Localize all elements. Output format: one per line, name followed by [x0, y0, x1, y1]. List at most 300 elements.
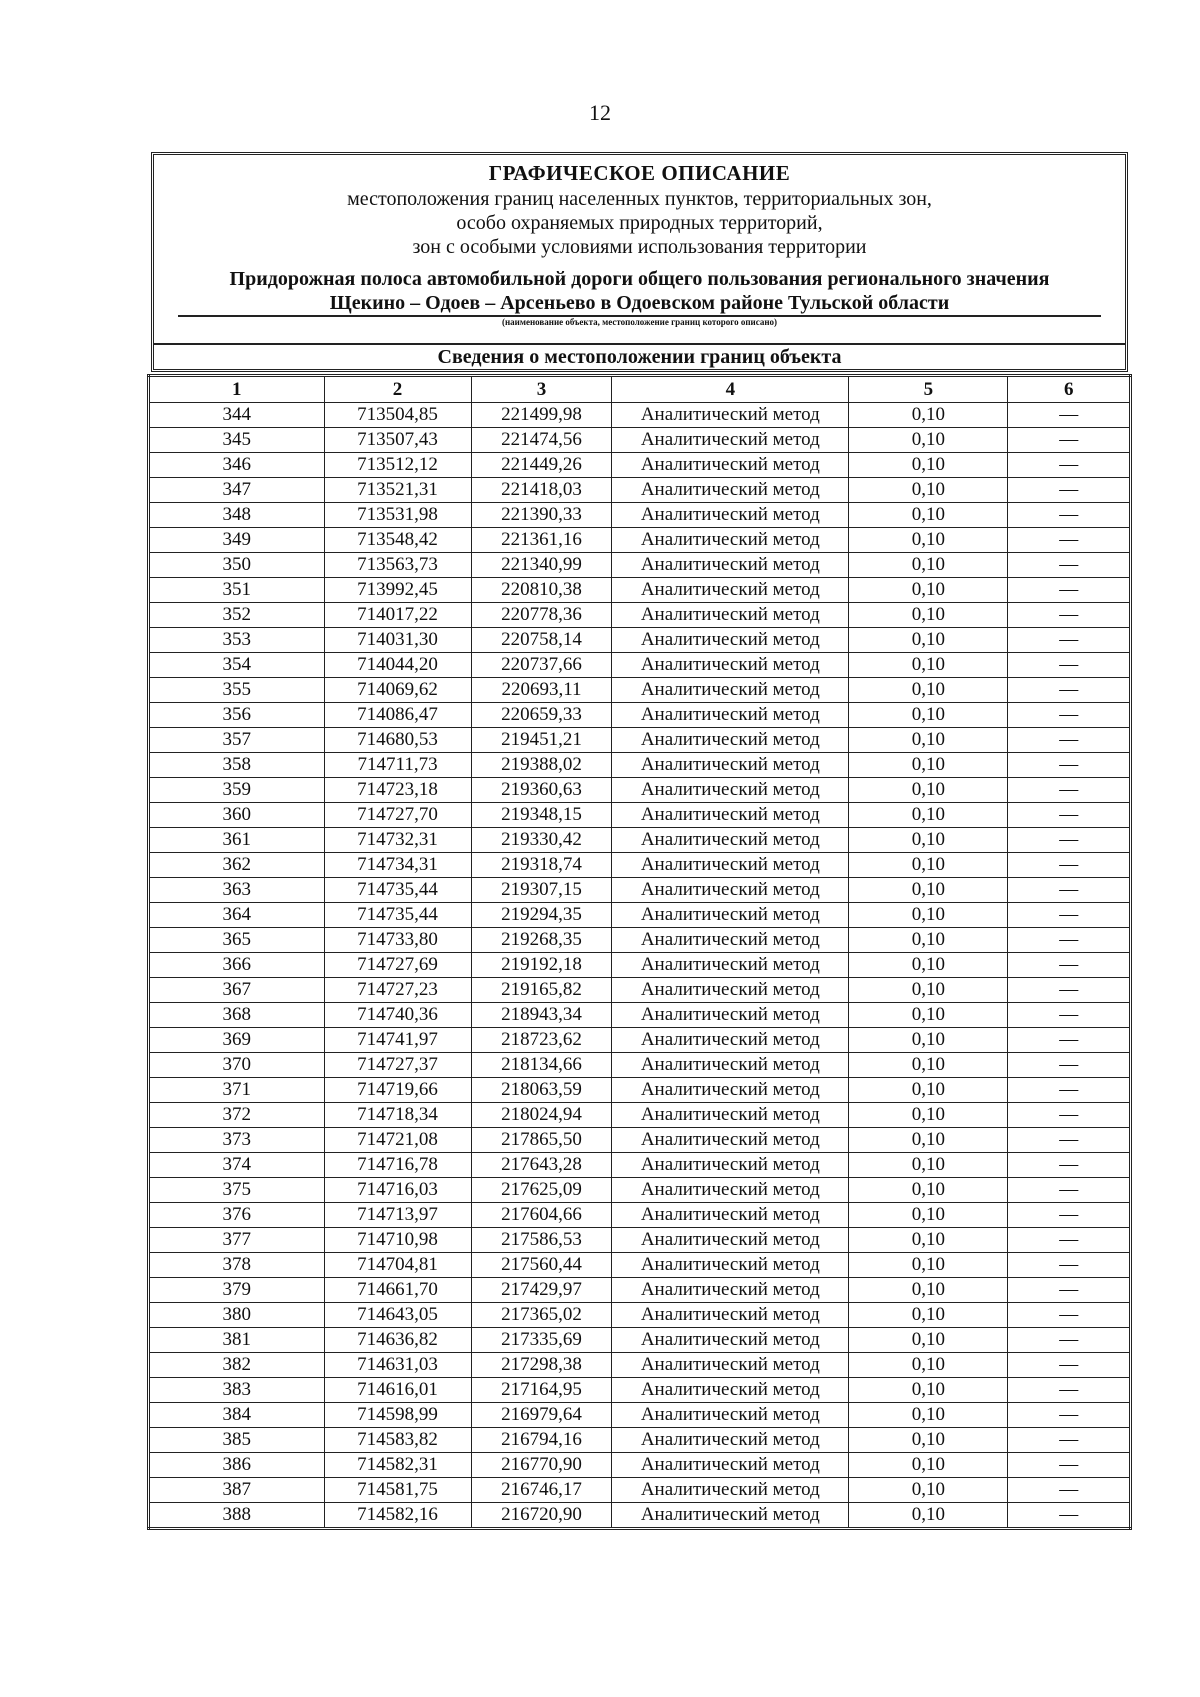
table-row [149, 1478, 1131, 1503]
method-cell: Аналитический метод [612, 1378, 849, 1403]
subtitle-line-3: зон с особыми условиями использования территории [412, 236, 867, 258]
table-row [149, 478, 1131, 503]
x-coordinate-cell: 714069,62 [324, 678, 471, 703]
method-cell: Аналитический метод [612, 503, 849, 528]
method-cell: Аналитический метод [612, 953, 849, 978]
method-cell: Аналитический метод [612, 778, 849, 803]
table-row [149, 428, 1131, 453]
table-row [149, 503, 1131, 528]
x-coordinate-cell: 714581,75 [324, 1478, 471, 1503]
method-cell: Аналитический метод [612, 628, 849, 653]
table-row [149, 953, 1131, 978]
table-row [149, 528, 1131, 553]
column-header: 2 [324, 376, 471, 403]
method-cell: Аналитический метод [612, 978, 849, 1003]
accuracy-cell: 0,10 [849, 1253, 1008, 1278]
x-coordinate-cell: 714735,44 [324, 878, 471, 903]
point-number-cell: 383 [149, 1378, 325, 1403]
y-coordinate-cell: 219307,15 [471, 878, 612, 903]
y-coordinate-cell: 216746,17 [471, 1478, 612, 1503]
method-cell: Аналитический метод [612, 828, 849, 853]
point-number-cell: 364 [149, 903, 325, 928]
description-cell: — [1008, 603, 1131, 628]
description-cell: — [1008, 628, 1131, 653]
point-number-cell: 360 [149, 803, 325, 828]
table-row [149, 778, 1131, 803]
table-body [149, 403, 1131, 1529]
y-coordinate-cell: 217586,53 [471, 1228, 612, 1253]
accuracy-cell: 0,10 [849, 1103, 1008, 1128]
point-number-cell: 345 [149, 428, 325, 453]
y-coordinate-cell: 219360,63 [471, 778, 612, 803]
y-coordinate-cell: 220810,38 [471, 578, 612, 603]
y-coordinate-cell: 221390,33 [471, 503, 612, 528]
accuracy-cell: 0,10 [849, 1478, 1008, 1503]
point-number-cell: 354 [149, 653, 325, 678]
x-coordinate-cell: 714727,69 [324, 953, 471, 978]
point-number-cell: 352 [149, 603, 325, 628]
accuracy-cell: 0,10 [849, 1153, 1008, 1178]
table-row [149, 1328, 1131, 1353]
table-row [149, 703, 1131, 728]
y-coordinate-cell: 217335,69 [471, 1328, 612, 1353]
description-cell: — [1008, 1103, 1131, 1128]
method-cell: Аналитический метод [612, 1453, 849, 1478]
table-row [149, 403, 1131, 428]
y-coordinate-cell: 219294,35 [471, 903, 612, 928]
y-coordinate-cell: 217604,66 [471, 1203, 612, 1228]
point-number-cell: 357 [149, 728, 325, 753]
accuracy-cell: 0,10 [849, 903, 1008, 928]
description-cell: — [1008, 778, 1131, 803]
point-number-cell: 371 [149, 1078, 325, 1103]
description-cell: — [1008, 653, 1131, 678]
document-header [151, 152, 1128, 372]
accuracy-cell: 0,10 [849, 853, 1008, 878]
accuracy-cell: 0,10 [849, 528, 1008, 553]
x-coordinate-cell: 714017,22 [324, 603, 471, 628]
x-coordinate-cell: 714643,05 [324, 1303, 471, 1328]
description-cell: — [1008, 1028, 1131, 1053]
method-cell: Аналитический метод [612, 1253, 849, 1278]
point-number-cell: 344 [149, 403, 325, 428]
x-coordinate-cell: 714710,98 [324, 1228, 471, 1253]
table-row [149, 1103, 1131, 1128]
y-coordinate-cell: 221449,26 [471, 453, 612, 478]
table-row [149, 1278, 1131, 1303]
x-coordinate-cell: 714582,31 [324, 1453, 471, 1478]
x-coordinate-cell: 714661,70 [324, 1278, 471, 1303]
table-row [149, 878, 1131, 903]
accuracy-cell: 0,10 [849, 828, 1008, 853]
point-number-cell: 347 [149, 478, 325, 503]
x-coordinate-cell: 714727,23 [324, 978, 471, 1003]
table-row [149, 1053, 1131, 1078]
table-row [149, 1153, 1131, 1178]
point-number-cell: 355 [149, 678, 325, 703]
method-cell: Аналитический метод [612, 1353, 849, 1378]
accuracy-cell: 0,10 [849, 1503, 1008, 1529]
method-cell: Аналитический метод [612, 803, 849, 828]
description-cell: — [1008, 503, 1131, 528]
accuracy-cell: 0,10 [849, 1203, 1008, 1228]
x-coordinate-cell: 714086,47 [324, 703, 471, 728]
point-number-cell: 386 [149, 1453, 325, 1478]
description-cell: — [1008, 1328, 1131, 1353]
accuracy-cell: 0,10 [849, 503, 1008, 528]
table-row [149, 603, 1131, 628]
y-coordinate-cell: 221340,99 [471, 553, 612, 578]
description-cell: — [1008, 1453, 1131, 1478]
accuracy-cell: 0,10 [849, 1353, 1008, 1378]
method-cell: Аналитический метод [612, 1328, 849, 1353]
point-number-cell: 367 [149, 978, 325, 1003]
y-coordinate-cell: 219268,35 [471, 928, 612, 953]
table-row [149, 1428, 1131, 1453]
y-coordinate-cell: 221499,98 [471, 403, 612, 428]
x-coordinate-cell: 714713,97 [324, 1203, 471, 1228]
table-row [149, 628, 1131, 653]
description-cell: — [1008, 1303, 1131, 1328]
point-number-cell: 370 [149, 1053, 325, 1078]
table-row [149, 453, 1131, 478]
accuracy-cell: 0,10 [849, 803, 1008, 828]
y-coordinate-cell: 217164,95 [471, 1378, 612, 1403]
x-coordinate-cell: 714616,01 [324, 1378, 471, 1403]
accuracy-cell: 0,10 [849, 1228, 1008, 1253]
x-coordinate-cell: 713512,12 [324, 453, 471, 478]
y-coordinate-cell: 221361,16 [471, 528, 612, 553]
method-cell: Аналитический метод [612, 1103, 849, 1128]
accuracy-cell: 0,10 [849, 1428, 1008, 1453]
table-row [149, 728, 1131, 753]
point-number-cell: 353 [149, 628, 325, 653]
table-row [149, 1253, 1131, 1278]
x-coordinate-cell: 714718,34 [324, 1103, 471, 1128]
y-coordinate-cell: 219318,74 [471, 853, 612, 878]
table-header-row [149, 376, 1131, 403]
method-cell: Аналитический метод [612, 428, 849, 453]
point-number-cell: 349 [149, 528, 325, 553]
method-cell: Аналитический метод [612, 528, 849, 553]
y-coordinate-cell: 217865,50 [471, 1128, 612, 1153]
y-coordinate-cell: 216720,90 [471, 1503, 612, 1529]
accuracy-cell: 0,10 [849, 1078, 1008, 1103]
description-cell: — [1008, 1378, 1131, 1403]
point-number-cell: 365 [149, 928, 325, 953]
method-cell: Аналитический метод [612, 1028, 849, 1053]
description-cell: — [1008, 1428, 1131, 1453]
accuracy-cell: 0,10 [849, 628, 1008, 653]
description-cell: — [1008, 1203, 1131, 1228]
x-coordinate-cell: 714734,31 [324, 853, 471, 878]
subtitle-line-1: местоположения границ населенных пунктов, территориальных зон, [347, 188, 932, 210]
y-coordinate-cell: 219165,82 [471, 978, 612, 1003]
method-cell: Аналитический метод [612, 1303, 849, 1328]
description-cell: — [1008, 878, 1131, 903]
y-coordinate-cell: 217429,97 [471, 1278, 612, 1303]
x-coordinate-cell: 714044,20 [324, 653, 471, 678]
method-cell: Аналитический метод [612, 578, 849, 603]
accuracy-cell: 0,10 [849, 1328, 1008, 1353]
accuracy-cell: 0,10 [849, 1303, 1008, 1328]
method-cell: Аналитический метод [612, 853, 849, 878]
column-header: 4 [612, 376, 849, 403]
x-coordinate-cell: 714719,66 [324, 1078, 471, 1103]
x-coordinate-cell: 713548,42 [324, 528, 471, 553]
y-coordinate-cell: 217625,09 [471, 1178, 612, 1203]
method-cell: Аналитический метод [612, 1503, 849, 1529]
description-cell: — [1008, 1353, 1131, 1378]
accuracy-cell: 0,10 [849, 603, 1008, 628]
point-number-cell: 373 [149, 1128, 325, 1153]
y-coordinate-cell: 217298,38 [471, 1353, 612, 1378]
description-cell: — [1008, 428, 1131, 453]
accuracy-cell: 0,10 [849, 1178, 1008, 1203]
accuracy-cell: 0,10 [849, 978, 1008, 1003]
y-coordinate-cell: 218943,34 [471, 1003, 612, 1028]
object-caption: (наименование объекта, местоположение границ которого описано) [501, 317, 778, 327]
y-coordinate-cell: 220737,66 [471, 653, 612, 678]
x-coordinate-cell: 714704,81 [324, 1253, 471, 1278]
table-row [149, 828, 1131, 853]
info-heading: Сведения о местоположении границ объекта [437, 346, 842, 368]
description-cell: — [1008, 853, 1131, 878]
accuracy-cell: 0,10 [849, 1453, 1008, 1478]
accuracy-cell: 0,10 [849, 1378, 1008, 1403]
method-cell: Аналитический метод [612, 1003, 849, 1028]
x-coordinate-cell: 713507,43 [324, 428, 471, 453]
y-coordinate-cell: 218063,59 [471, 1078, 612, 1103]
accuracy-cell: 0,10 [849, 428, 1008, 453]
coordinates-table [147, 374, 1132, 1530]
column-header: 3 [471, 376, 612, 403]
x-coordinate-cell: 714727,37 [324, 1053, 471, 1078]
x-coordinate-cell: 714727,70 [324, 803, 471, 828]
description-cell: — [1008, 578, 1131, 603]
table-row [149, 753, 1131, 778]
method-cell: Аналитический метод [612, 403, 849, 428]
table-row [149, 903, 1131, 928]
method-cell: Аналитический метод [612, 653, 849, 678]
accuracy-cell: 0,10 [849, 1128, 1008, 1153]
point-number-cell: 382 [149, 1353, 325, 1378]
method-cell: Аналитический метод [612, 703, 849, 728]
table-row [149, 1228, 1131, 1253]
table-row [149, 853, 1131, 878]
description-cell: — [1008, 903, 1131, 928]
point-number-cell: 369 [149, 1028, 325, 1053]
table-row [149, 1178, 1131, 1203]
table-row [149, 1028, 1131, 1053]
accuracy-cell: 0,10 [849, 553, 1008, 578]
y-coordinate-cell: 221474,56 [471, 428, 612, 453]
x-coordinate-cell: 714583,82 [324, 1428, 471, 1453]
point-number-cell: 377 [149, 1228, 325, 1253]
description-cell: — [1008, 953, 1131, 978]
x-coordinate-cell: 714733,80 [324, 928, 471, 953]
table-row [149, 578, 1131, 603]
accuracy-cell: 0,10 [849, 653, 1008, 678]
y-coordinate-cell: 219451,21 [471, 728, 612, 753]
description-cell: — [1008, 478, 1131, 503]
table-row [149, 553, 1131, 578]
table-row [149, 1203, 1131, 1228]
accuracy-cell: 0,10 [849, 728, 1008, 753]
x-coordinate-cell: 714031,30 [324, 628, 471, 653]
accuracy-cell: 0,10 [849, 1028, 1008, 1053]
accuracy-cell: 0,10 [849, 928, 1008, 953]
accuracy-cell: 0,10 [849, 478, 1008, 503]
document-title: ГРАФИЧЕСКОЕ ОПИСАНИЕ [488, 161, 791, 185]
description-cell: — [1008, 978, 1131, 1003]
method-cell: Аналитический метод [612, 1403, 849, 1428]
x-coordinate-cell: 713521,31 [324, 478, 471, 503]
point-number-cell: 351 [149, 578, 325, 603]
table-row [149, 803, 1131, 828]
point-number-cell: 375 [149, 1178, 325, 1203]
accuracy-cell: 0,10 [849, 678, 1008, 703]
x-coordinate-cell: 714723,18 [324, 778, 471, 803]
description-cell: — [1008, 803, 1131, 828]
point-number-cell: 346 [149, 453, 325, 478]
point-number-cell: 378 [149, 1253, 325, 1278]
point-number-cell: 358 [149, 753, 325, 778]
point-number-cell: 388 [149, 1503, 325, 1529]
point-number-cell: 368 [149, 1003, 325, 1028]
accuracy-cell: 0,10 [849, 453, 1008, 478]
y-coordinate-cell: 219192,18 [471, 953, 612, 978]
method-cell: Аналитический метод [612, 1153, 849, 1178]
x-coordinate-cell: 714631,03 [324, 1353, 471, 1378]
description-cell: — [1008, 928, 1131, 953]
method-cell: Аналитический метод [612, 1228, 849, 1253]
accuracy-cell: 0,10 [849, 703, 1008, 728]
x-coordinate-cell: 714716,78 [324, 1153, 471, 1178]
method-cell: Аналитический метод [612, 603, 849, 628]
y-coordinate-cell: 216794,16 [471, 1428, 612, 1453]
column-header: 5 [849, 376, 1008, 403]
column-header: 1 [149, 376, 325, 403]
description-cell: — [1008, 1003, 1131, 1028]
point-number-cell: 348 [149, 503, 325, 528]
y-coordinate-cell: 219348,15 [471, 803, 612, 828]
description-cell: — [1008, 1503, 1131, 1529]
y-coordinate-cell: 220758,14 [471, 628, 612, 653]
x-coordinate-cell: 713563,73 [324, 553, 471, 578]
table-row [149, 1128, 1131, 1153]
page-number: 12 [589, 100, 611, 125]
table-row [149, 1453, 1131, 1478]
point-number-cell: 385 [149, 1428, 325, 1453]
description-cell: — [1008, 1153, 1131, 1178]
point-number-cell: 387 [149, 1478, 325, 1503]
accuracy-cell: 0,10 [849, 1053, 1008, 1078]
description-cell: — [1008, 1403, 1131, 1428]
subtitle-line-2: особо охраняемых природных территорий, [456, 212, 823, 234]
accuracy-cell: 0,10 [849, 953, 1008, 978]
point-number-cell: 384 [149, 1403, 325, 1428]
y-coordinate-cell: 219330,42 [471, 828, 612, 853]
method-cell: Аналитический метод [612, 453, 849, 478]
y-coordinate-cell: 220778,36 [471, 603, 612, 628]
point-number-cell: 380 [149, 1303, 325, 1328]
method-cell: Аналитический метод [612, 928, 849, 953]
accuracy-cell: 0,10 [849, 1403, 1008, 1428]
description-cell: — [1008, 1053, 1131, 1078]
method-cell: Аналитический метод [612, 878, 849, 903]
y-coordinate-cell: 216770,90 [471, 1453, 612, 1478]
description-cell: — [1008, 728, 1131, 753]
x-coordinate-cell: 714721,08 [324, 1128, 471, 1153]
description-cell: — [1008, 1078, 1131, 1103]
x-coordinate-cell: 713992,45 [324, 578, 471, 603]
method-cell: Аналитический метод [612, 678, 849, 703]
x-coordinate-cell: 714636,82 [324, 1328, 471, 1353]
column-header: 6 [1008, 376, 1131, 403]
y-coordinate-cell: 218024,94 [471, 1103, 612, 1128]
point-number-cell: 379 [149, 1278, 325, 1303]
method-cell: Аналитический метод [612, 1203, 849, 1228]
description-cell: — [1008, 403, 1131, 428]
header-separator [154, 343, 1125, 345]
y-coordinate-cell: 220659,33 [471, 703, 612, 728]
point-number-cell: 356 [149, 703, 325, 728]
table-row [149, 678, 1131, 703]
table-row [149, 1403, 1131, 1428]
description-cell: — [1008, 1128, 1131, 1153]
x-coordinate-cell: 714740,36 [324, 1003, 471, 1028]
y-coordinate-cell: 218134,66 [471, 1053, 612, 1078]
x-coordinate-cell: 713504,85 [324, 403, 471, 428]
method-cell: Аналитический метод [612, 728, 849, 753]
accuracy-cell: 0,10 [849, 1278, 1008, 1303]
description-cell: — [1008, 1478, 1131, 1503]
table-row [149, 978, 1131, 1003]
y-coordinate-cell: 216979,64 [471, 1403, 612, 1428]
x-coordinate-cell: 714711,73 [324, 753, 471, 778]
description-cell: — [1008, 753, 1131, 778]
method-cell: Аналитический метод [612, 1428, 849, 1453]
y-coordinate-cell: 218723,62 [471, 1028, 612, 1053]
description-cell: — [1008, 453, 1131, 478]
description-cell: — [1008, 828, 1131, 853]
table-row [149, 1353, 1131, 1378]
method-cell: Аналитический метод [612, 1078, 849, 1103]
x-coordinate-cell: 714598,99 [324, 1403, 471, 1428]
description-cell: — [1008, 1178, 1131, 1203]
y-coordinate-cell: 217643,28 [471, 1153, 612, 1178]
accuracy-cell: 0,10 [849, 778, 1008, 803]
table-row [149, 928, 1131, 953]
point-number-cell: 363 [149, 878, 325, 903]
x-coordinate-cell: 714582,16 [324, 1503, 471, 1529]
method-cell: Аналитический метод [612, 478, 849, 503]
accuracy-cell: 0,10 [849, 878, 1008, 903]
method-cell: Аналитический метод [612, 1278, 849, 1303]
description-cell: — [1008, 678, 1131, 703]
description-cell: — [1008, 703, 1131, 728]
method-cell: Аналитический метод [612, 1478, 849, 1503]
method-cell: Аналитический метод [612, 553, 849, 578]
x-coordinate-cell: 713531,98 [324, 503, 471, 528]
object-name-line-1: Придорожная полоса автомобильной дороги общего пользования регионального значения [229, 268, 1050, 290]
point-number-cell: 372 [149, 1103, 325, 1128]
description-cell: — [1008, 528, 1131, 553]
x-coordinate-cell: 714716,03 [324, 1178, 471, 1203]
description-cell: — [1008, 553, 1131, 578]
table-row [149, 1003, 1131, 1028]
